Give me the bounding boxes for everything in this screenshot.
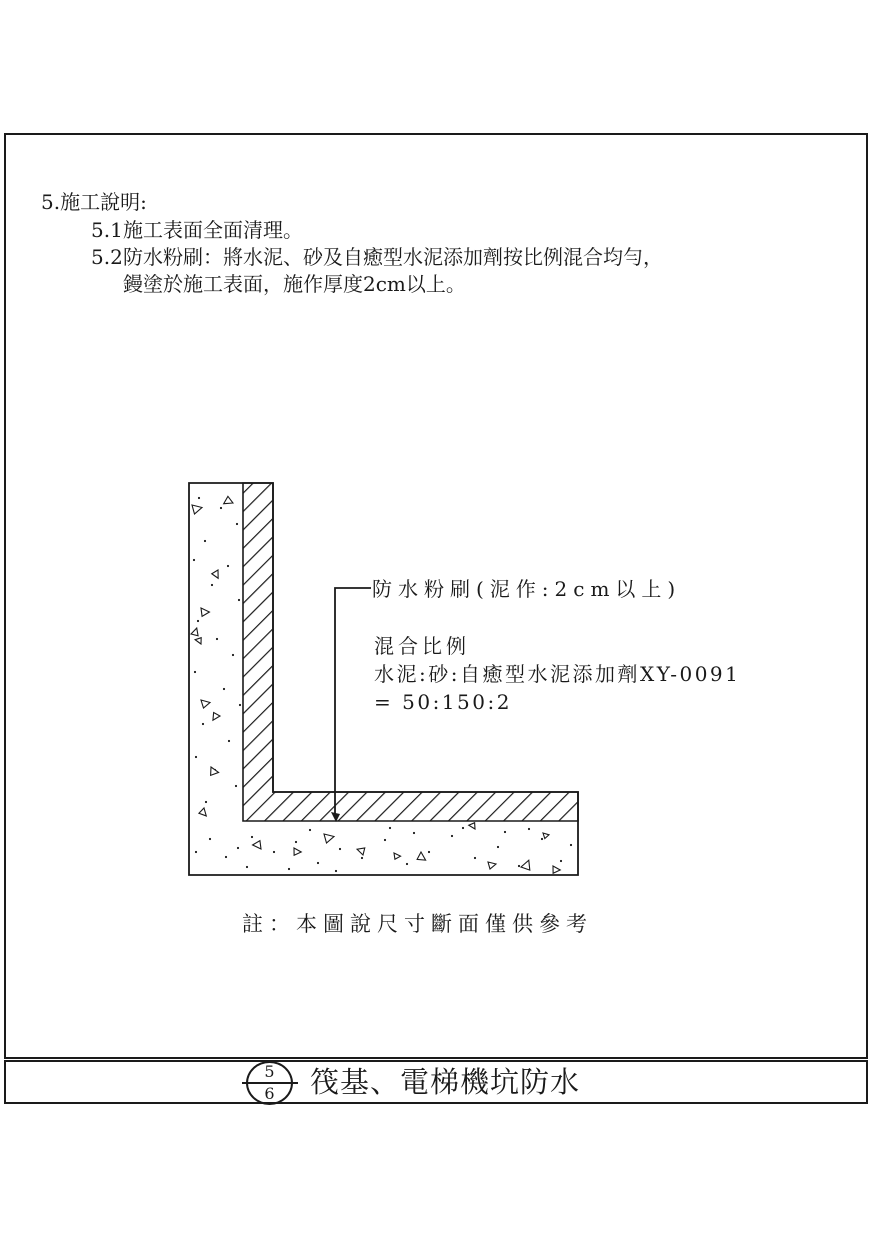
instruction-item-2-text: 防水粉刷：將水泥、砂及自癒型水泥添加劑按比例混合均勻，: [123, 245, 663, 269]
instruction-item-1: [91, 217, 303, 243]
waterproof-layer-label: 防水粉刷(泥作:2cm以上): [372, 577, 682, 601]
mix-ratio-formula: 水泥:砂:自癒型水泥添加劑XY-0091: [374, 662, 741, 686]
sheet-number: 6: [264, 1084, 275, 1103]
instruction-item-1-text: 施工表面全面清理。: [123, 218, 303, 242]
mix-ratio-title: 混合比例: [374, 634, 470, 658]
instruction-item-1-number: 5.1: [91, 218, 123, 242]
sheet-title: 筏基、電梯機坑防水: [310, 1065, 581, 1099]
reference-note: 註：本圖說尺寸斷面僅供參考: [242, 912, 593, 936]
instructions-heading: 5.施工說明:: [41, 190, 147, 214]
instruction-item-2-continuation: 鏝塗於施工表面，施作厚度2cm以上。: [123, 272, 466, 296]
detail-number: 5: [264, 1062, 275, 1081]
instruction-item-2: [91, 244, 663, 270]
instruction-item-2-number: 5.2: [91, 245, 123, 269]
leader-line: [331, 588, 371, 822]
mix-ratio-value: = 50:150:2: [374, 690, 512, 714]
